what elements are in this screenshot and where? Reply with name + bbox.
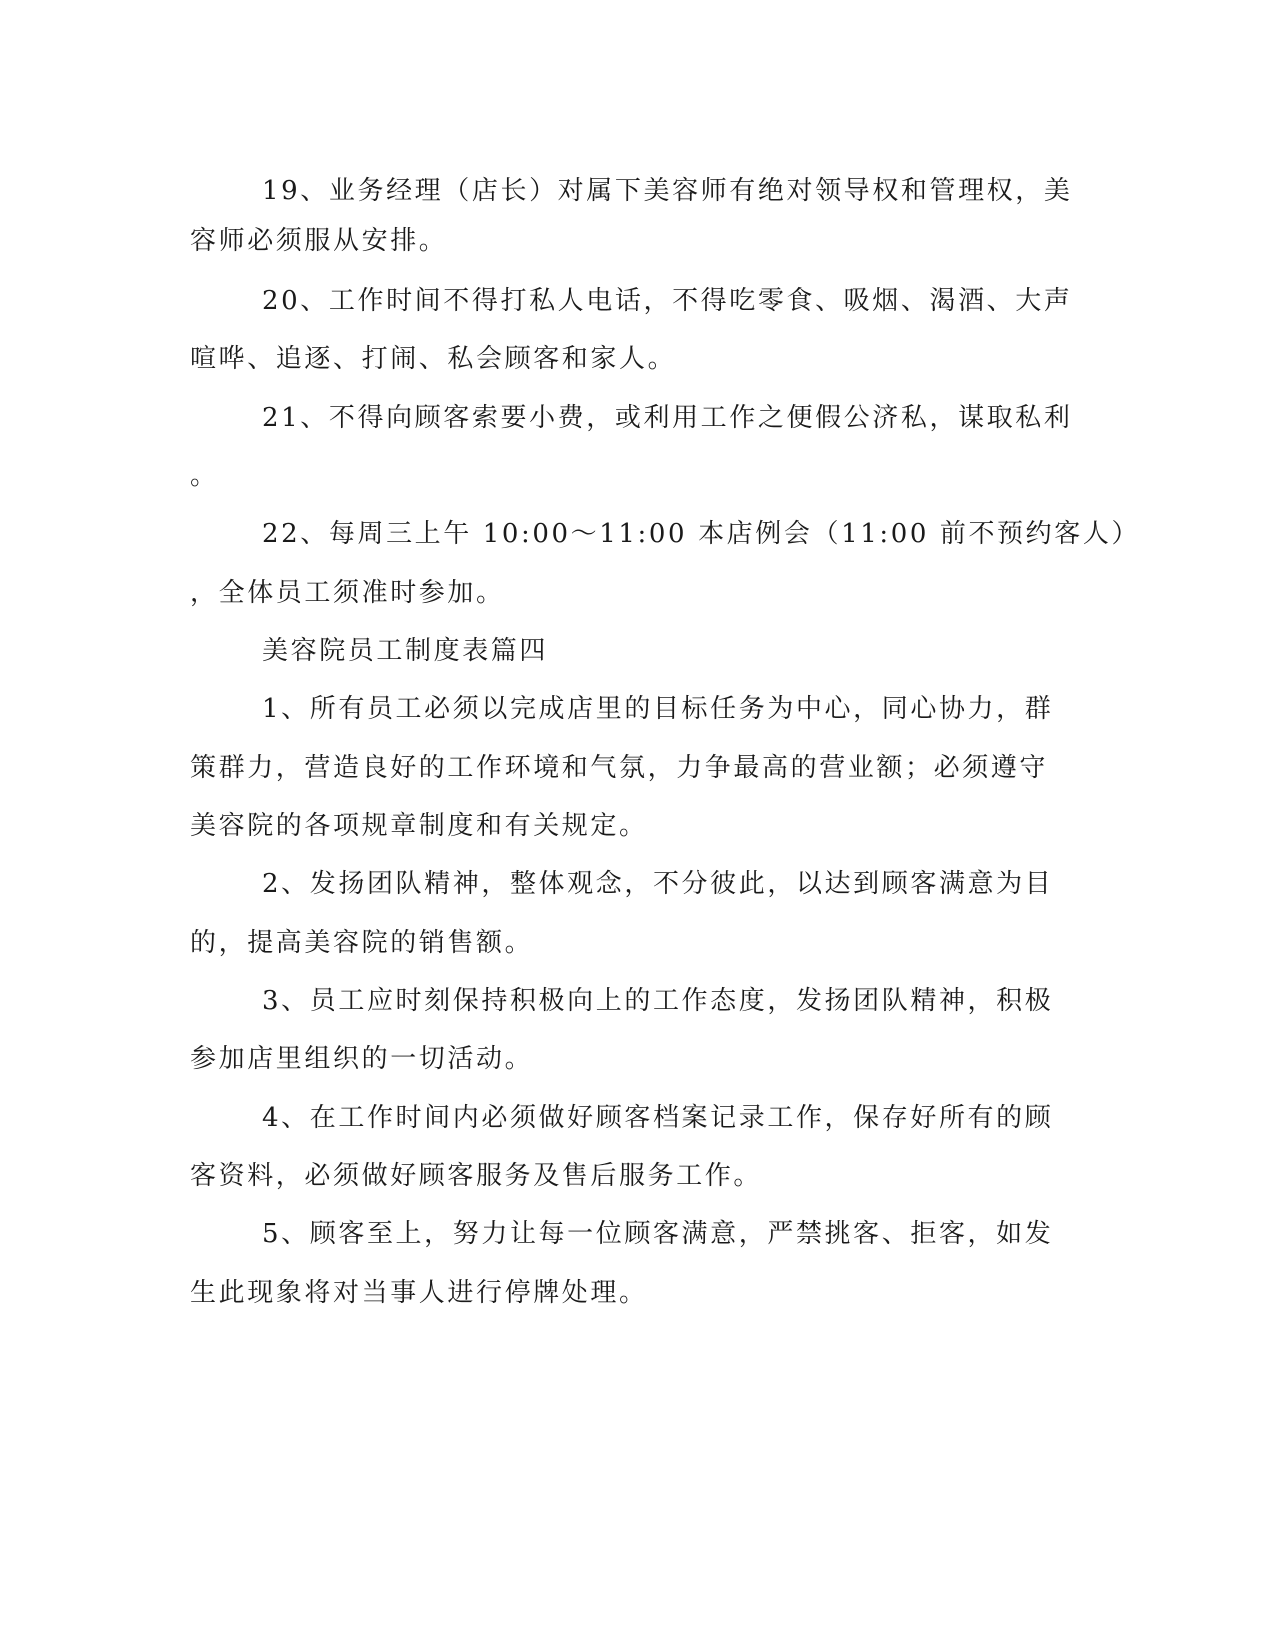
item-4-line-2: 客资料，必须做好顾客服务及售后服务工作。: [190, 1161, 763, 1191]
item-1-line-2: 策群力，营造良好的工作环境和气氛，力争最高的营业额；必须遵守: [190, 753, 1049, 783]
item-3-line-1: 3、员工应时刻保持积极向上的工作态度，发扬团队精神，积极: [262, 986, 1054, 1016]
rule-20-line-1: 20、工作时间不得打私人电话，不得吃零食、吸烟、渴酒、大声: [262, 286, 1073, 316]
section-heading: 美容院员工制度表篇四: [262, 636, 549, 666]
rule-22-line-2: ，全体员工须准时参加。: [190, 578, 505, 608]
item-5-line-1: 5、顾客至上，努力让每一位顾客满意，严禁挑客、拒客，如发: [262, 1219, 1054, 1249]
item-1-line-1: 1、所有员工必须以完成店里的目标任务为中心，同心协力，群: [262, 694, 1054, 724]
rule-19-line-1: 19、业务经理（店长）对属下美容师有绝对领导权和管理权，美: [262, 176, 1073, 206]
rule-19-line-2: 容师必须服从安排。: [190, 226, 448, 256]
item-1-line-3: 美容院的各项规章制度和有关规定。: [190, 811, 648, 841]
item-4-line-1: 4、在工作时间内必须做好顾客档案记录工作，保存好所有的顾: [262, 1103, 1054, 1133]
item-5-line-2: 生此现象将对当事人进行停牌处理。: [190, 1278, 648, 1308]
rule-22-line-1: 22、每周三上午 10:00～11:00 本店例会（11:00 前不预约客人）: [262, 519, 1141, 549]
rule-21-line-1: 21、不得向顾客索要小费，或利用工作之便假公济私，谋取私利: [262, 403, 1073, 433]
item-2-line-1: 2、发扬团队精神，整体观念，不分彼此，以达到顾客满意为目: [262, 869, 1054, 899]
rule-20-line-2: 喧哗、追逐、打闹、私会顾客和家人。: [190, 344, 677, 374]
item-3-line-2: 参加店里组织的一切活动。: [190, 1044, 534, 1074]
item-2-line-2: 的，提高美容院的销售额。: [190, 928, 534, 958]
rule-21-line-2: 。: [190, 461, 219, 491]
